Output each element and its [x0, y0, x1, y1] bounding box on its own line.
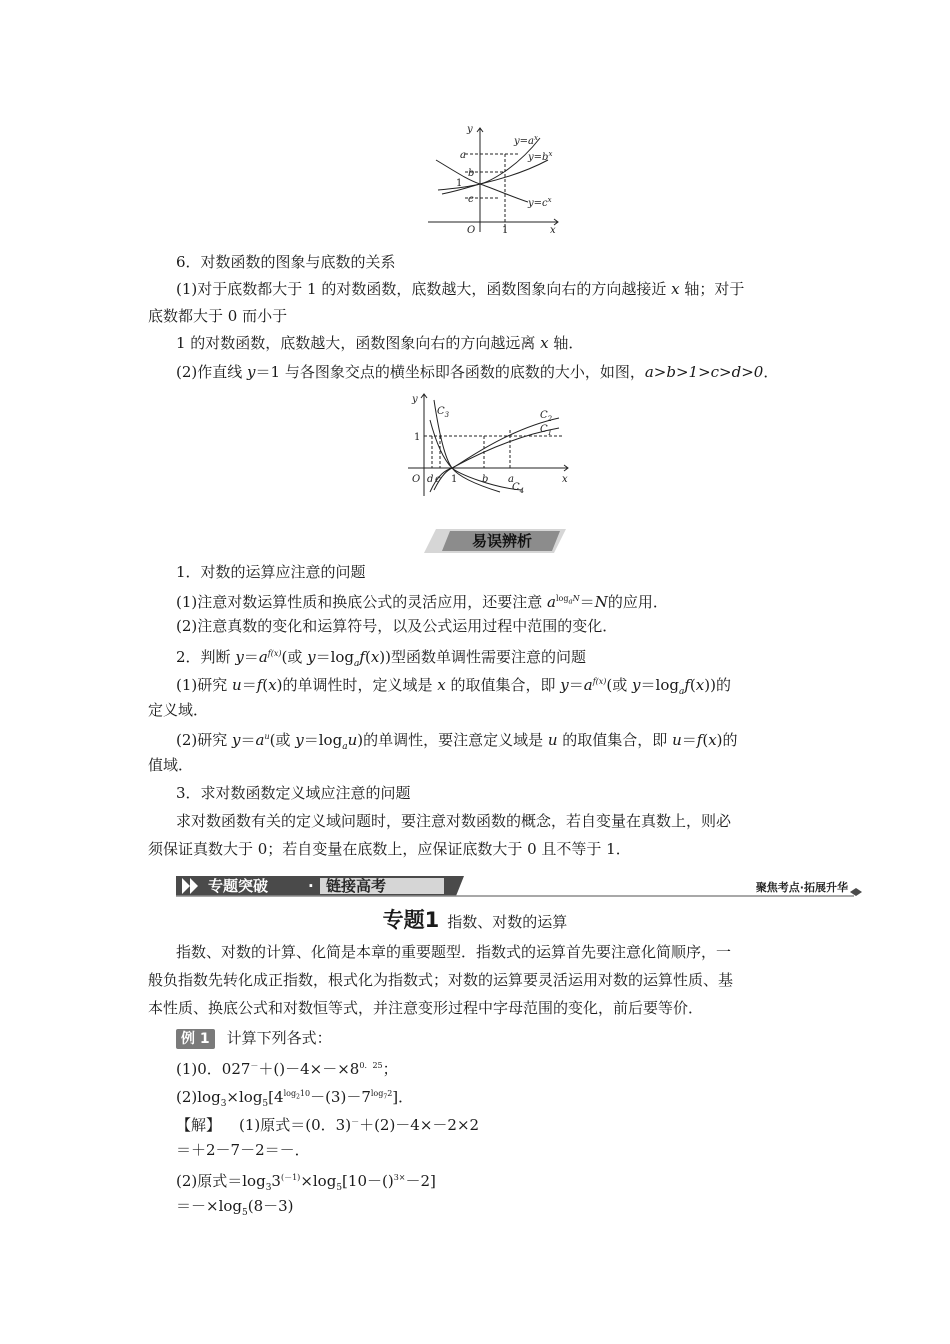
err-t2-p2: (2)研究 $y=a^u$(或 $y=\log_au$)的单调性，要注意定义域是 u 的取值集合，即 u＝f(x)的 [176, 731, 738, 752]
svg-text:y=bx: $y=b^x$ [528, 150, 553, 163]
example-1-q1: (1)0．$027^-+()-4\times-\times 8^{0.25}$； [176, 1060, 398, 1078]
solution-line-1: 【解】 (1)原式＝(0．3)－＋(2)－4×－2×2 [176, 1116, 480, 1134]
svg-text:C2: $C_2$ [540, 410, 553, 423]
section-6-p1-line1: (1)对于底数都大于 1 的对数函数，底数越大，函数图象向右的方向越接近 x 轴；对于 [176, 280, 745, 298]
svg-text:C3: $C_3$ [437, 406, 450, 419]
svg-text:b: b [468, 168, 475, 179]
err-t2-p2-line2: 值域． [148, 756, 194, 774]
error-analysis-banner [424, 527, 566, 553]
err-t2-p1-line2: 定义域． [148, 701, 209, 719]
solution-line-2: ＝＋2－7－2＝－． [176, 1141, 310, 1159]
svg-text:a: a [460, 150, 466, 161]
err-t1-p1: (1)注意对数运算性质和换底公式的灵活应用，还要注意 $a^{log_aN}=N$的应用． [176, 593, 668, 611]
svg-text:1: 1 [502, 225, 509, 236]
err-t3-p-line2: 须保证真数大于 0；若自变量在底数上，应保证底数大于 0 且不等于 1． [148, 840, 631, 858]
svg-text:1: 1 [451, 474, 458, 485]
err-t2: 2．判断 $y=a^{f(x)}$(或 $y=\log_af(x)$)型函数单调性需要注意的问题 [176, 648, 587, 669]
svg-text:d: d [427, 474, 434, 485]
svg-text:y: y [412, 394, 418, 405]
topic-breakthrough-banner [176, 874, 866, 898]
svg-text:c: c [435, 474, 441, 485]
svg-text:易误辨析: 易误辨析 [471, 532, 533, 550]
svg-text:O: O [412, 474, 421, 485]
err-t2-p1: (1)研究 u＝f(x)的单调性时，定义域是 x 的取值集合，即 $y=a^{f(x)}$(或 $y=\log_af(x)$)的 [176, 676, 731, 697]
svg-text:链接高考: 链接高考 [326, 877, 387, 895]
svg-text:C1: $C_1$ [540, 424, 553, 437]
topic-intro-line2: 般负指数先转化成正指数，根式化为指数式；对数的运算要灵活运用对数的运算性质、基 [148, 971, 734, 989]
topic-intro-line3: 本性质、换底公式和对数恒等式，并注意变形过程中字母范围的变化，前后要等价． [148, 999, 704, 1017]
svg-text:y=cx: $y=c^x$ [528, 196, 552, 209]
solution-line-4: $=-\times\log_5(8-3)$ [176, 1197, 294, 1218]
err-t1: 1．对数的运算应注意的问题 [176, 563, 366, 581]
svg-text:y=ax: $y=a^x$ [514, 134, 538, 147]
svg-text:C4: $C_4$ [512, 482, 525, 495]
svg-text:O: O [467, 225, 476, 236]
example-1-prompt: 例 1 计算下列各式： [176, 1028, 332, 1049]
section-6-p1-line2: 底数都大于 0 而小于 [148, 307, 288, 325]
svg-text:c: c [468, 194, 474, 205]
topic-heading: 专题1 指数、对数的运算 [382, 908, 568, 932]
example-tag: 例 1 [176, 1029, 215, 1049]
err-t3-p-line1: 求对数函数有关的定义域问题时，要注意对数函数的概念，若自变量在真数上，则必 [176, 812, 732, 830]
solution-line-3: (2)原式$=\log_33^{(-1)}\times\log_5[10-()^{3\times}-2]$ [176, 1172, 436, 1193]
svg-text:·: · [308, 877, 314, 895]
svg-text:b: b [482, 474, 489, 485]
section-6-p2: (2)作直线 y＝1 与各图象交点的横坐标即各函数的底数的大小，如图，a>b>1>c>d>0． [176, 363, 779, 381]
topic-intro-line1: 指数、对数的计算、化简是本章的重要题型．指数式的运算首先要注意化简顺序，一 [176, 943, 732, 961]
err-t3: 3．求对数函数定义域应注意的问题 [176, 784, 411, 802]
svg-text:x: x [562, 474, 568, 485]
svg-text:a: a [508, 474, 514, 485]
svg-text:专题突破: 专题突破 [208, 877, 269, 895]
example-1-q2: $(2)\log_3\times\log_5[4^{log_210}-(3)-7^{log_72}]$． [176, 1088, 414, 1109]
svg-text:y: y [467, 124, 473, 135]
err-t1-p2: (2)注意真数的变化和运算符号，以及公式运用过程中范围的变化． [176, 617, 618, 635]
section-6-p1-line3: 1 的对数函数，底数越大，函数图象向右的方向越远离 x 轴． [176, 334, 584, 352]
svg-text:1: 1 [456, 178, 463, 189]
svg-text:聚焦考点·拓展升华: 聚焦考点·拓展升华 [755, 881, 848, 894]
exponential-graph-figure [420, 120, 570, 238]
svg-text:x: x [550, 225, 556, 236]
svg-text:1: 1 [414, 432, 421, 443]
section-6-title: 6．对数函数的图象与底数的关系 [176, 253, 396, 271]
logarithm-graph-figure [404, 390, 572, 498]
